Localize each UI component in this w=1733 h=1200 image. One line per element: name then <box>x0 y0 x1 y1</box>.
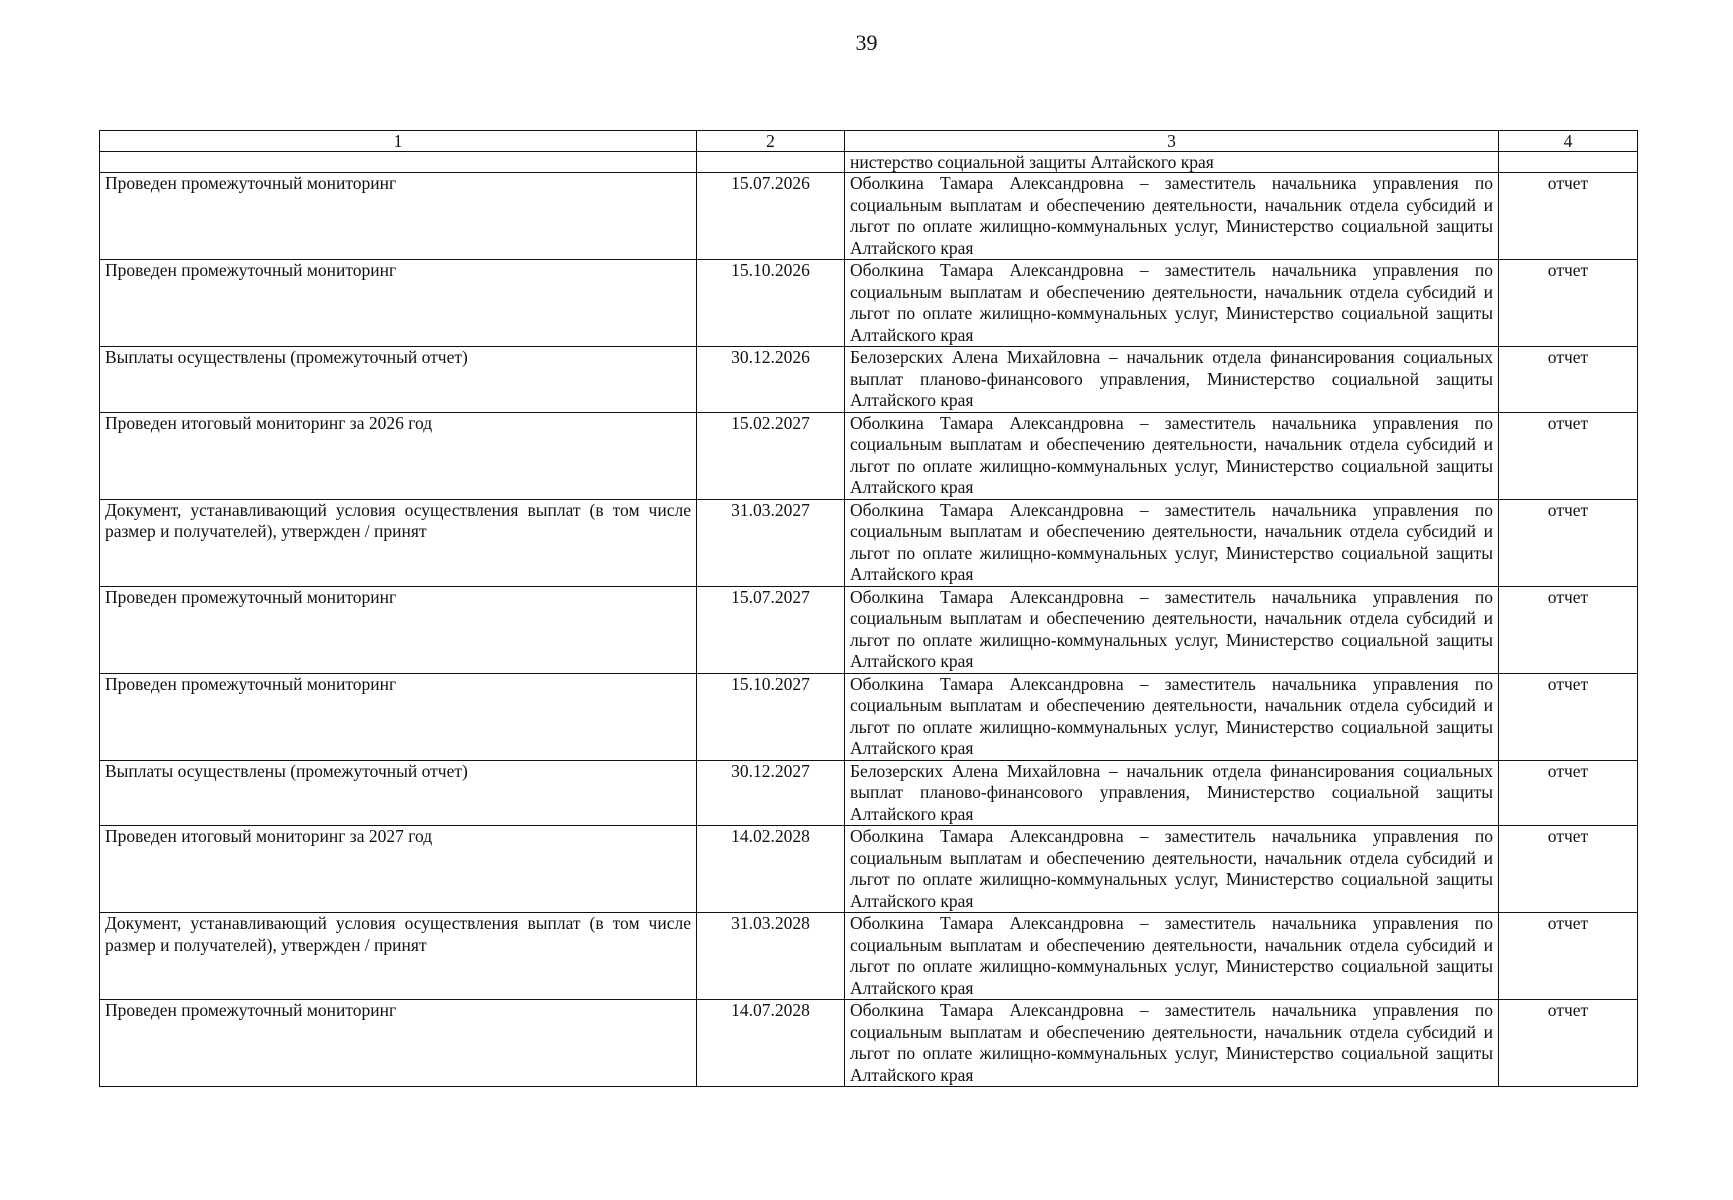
responsible-cell: Оболкина Тамара Александровна – заместитель начальника управления по социальным выплатам и обеспечению деятельности, начальник отдела субсидий и льгот по оплате жилищно-коммунальных услуг, Министерство социальной защиты Алтайского края <box>845 412 1499 499</box>
responsible-cell: Оболкина Тамара Александровна – заместитель начальника управления по социальным выплатам и обеспечению деятельности, начальник отдела субсидий и льгот по оплате жилищно-коммунальных услуг, Министерство социальной защиты Алтайского края <box>845 499 1499 586</box>
table-row <box>100 347 1638 413</box>
date-cell: 14.02.2028 <box>697 826 845 913</box>
activity-cell: Документ, устанавливающий условия осуществления выплат (в том числе размер и получателей), утвержден / принят <box>100 913 697 1000</box>
table-row <box>100 760 1638 826</box>
date-cell: 15.07.2027 <box>697 586 845 673</box>
activity-cell: Проведен итоговый мониторинг за 2027 год <box>100 826 697 913</box>
date-cell: 31.03.2027 <box>697 499 845 586</box>
table-row <box>100 673 1638 760</box>
date-cell: 15.10.2026 <box>697 260 845 347</box>
activity-cell: Проведен промежуточный мониторинг <box>100 260 697 347</box>
header-col-4: 4 <box>1499 131 1638 152</box>
responsible-cell: Оболкина Тамара Александровна – заместитель начальника управления по социальным выплатам и обеспечению деятельности, начальник отдела субсидий и льгот по оплате жилищно-коммунальных услуг, Министерство социальной защиты Алтайского края <box>845 1000 1499 1087</box>
activity-cell: Проведен промежуточный мониторинг <box>100 673 697 760</box>
table-row <box>100 826 1638 913</box>
table-row <box>100 586 1638 673</box>
activity-cell: Проведен промежуточный мониторинг <box>100 1000 697 1087</box>
document-cell: отчет <box>1499 412 1638 499</box>
date-cell: 14.07.2028 <box>697 1000 845 1087</box>
responsible-cell: Белозерских Алена Михайловна – начальник отдела финансирования социальных выплат планово-финансового управления, Министерство социальной защиты Алтайского края <box>845 760 1499 826</box>
document-cell: отчет <box>1499 499 1638 586</box>
continuation-empty-cell <box>100 152 697 173</box>
header-row <box>100 131 1638 152</box>
activity-cell: Проведен промежуточный мониторинг <box>100 173 697 260</box>
date-cell: 30.12.2026 <box>697 347 845 413</box>
table-row <box>100 173 1638 260</box>
date-cell: 30.12.2027 <box>697 760 845 826</box>
responsible-cell: Оболкина Тамара Александровна – заместитель начальника управления по социальным выплатам и обеспечению деятельности, начальник отдела субсидий и льгот по оплате жилищно-коммунальных услуг, Министерство социальной защиты Алтайского края <box>845 586 1499 673</box>
document-cell: отчет <box>1499 673 1638 760</box>
responsible-cell: Оболкина Тамара Александровна – заместитель начальника управления по социальным выплатам и обеспечению деятельности, начальник отдела субсидий и льгот по оплате жилищно-коммунальных услуг, Министерство социальной защиты Алтайского края <box>845 673 1499 760</box>
document-cell: отчет <box>1499 586 1638 673</box>
header-col-1: 1 <box>100 131 697 152</box>
continuation-empty-cell <box>697 152 845 173</box>
date-cell: 31.03.2028 <box>697 913 845 1000</box>
header-col-2: 2 <box>697 131 845 152</box>
document-cell: отчет <box>1499 347 1638 413</box>
schedule-table <box>99 130 1638 1087</box>
activity-cell: Документ, устанавливающий условия осуществления выплат (в том числе размер и получателей), утвержден / принят <box>100 499 697 586</box>
continuation-row <box>100 152 1638 173</box>
header-col-3: 3 <box>845 131 1499 152</box>
document-cell: отчет <box>1499 913 1638 1000</box>
date-cell: 15.02.2027 <box>697 412 845 499</box>
activity-cell: Выплаты осуществлены (промежуточный отчет) <box>100 347 697 413</box>
document-cell: отчет <box>1499 260 1638 347</box>
activity-cell: Проведен итоговый мониторинг за 2026 год <box>100 412 697 499</box>
responsible-cell: Оболкина Тамара Александровна – заместитель начальника управления по социальным выплатам и обеспечению деятельности, начальник отдела субсидий и льгот по оплате жилищно-коммунальных услуг, Министерство социальной защиты Алтайского края <box>845 260 1499 347</box>
date-cell: 15.10.2027 <box>697 673 845 760</box>
responsible-cell: Оболкина Тамара Александровна – заместитель начальника управления по социальным выплатам и обеспечению деятельности, начальник отдела субсидий и льгот по оплате жилищно-коммунальных услуг, Министерство социальной защиты Алтайского края <box>845 913 1499 1000</box>
table-row <box>100 412 1638 499</box>
document-cell: отчет <box>1499 1000 1638 1087</box>
responsible-cell: Белозерских Алена Михайловна – начальник отдела финансирования социальных выплат планово-финансового управления, Министерство социальной защиты Алтайского края <box>845 347 1499 413</box>
document-cell: отчет <box>1499 826 1638 913</box>
table-row <box>100 1000 1638 1087</box>
page-number: 39 <box>855 30 878 55</box>
responsible-cell: Оболкина Тамара Александровна – заместитель начальника управления по социальным выплатам и обеспечению деятельности, начальник отдела субсидий и льгот по оплате жилищно-коммунальных услуг, Министерство социальной защиты Алтайского края <box>845 826 1499 913</box>
activity-cell: Проведен промежуточный мониторинг <box>100 586 697 673</box>
continuation-empty-cell <box>1499 152 1638 173</box>
continuation-text: нистерство социальной защиты Алтайского края <box>845 152 1499 173</box>
activity-cell: Выплаты осуществлены (промежуточный отчет) <box>100 760 697 826</box>
document-cell: отчет <box>1499 760 1638 826</box>
responsible-cell: Оболкина Тамара Александровна – заместитель начальника управления по социальным выплатам и обеспечению деятельности, начальник отдела субсидий и льгот по оплате жилищно-коммунальных услуг, Министерство социальной защиты Алтайского края <box>845 173 1499 260</box>
date-cell: 15.07.2026 <box>697 173 845 260</box>
table-row <box>100 499 1638 586</box>
document-cell: отчет <box>1499 173 1638 260</box>
table-row <box>100 260 1638 347</box>
table-row <box>100 913 1638 1000</box>
